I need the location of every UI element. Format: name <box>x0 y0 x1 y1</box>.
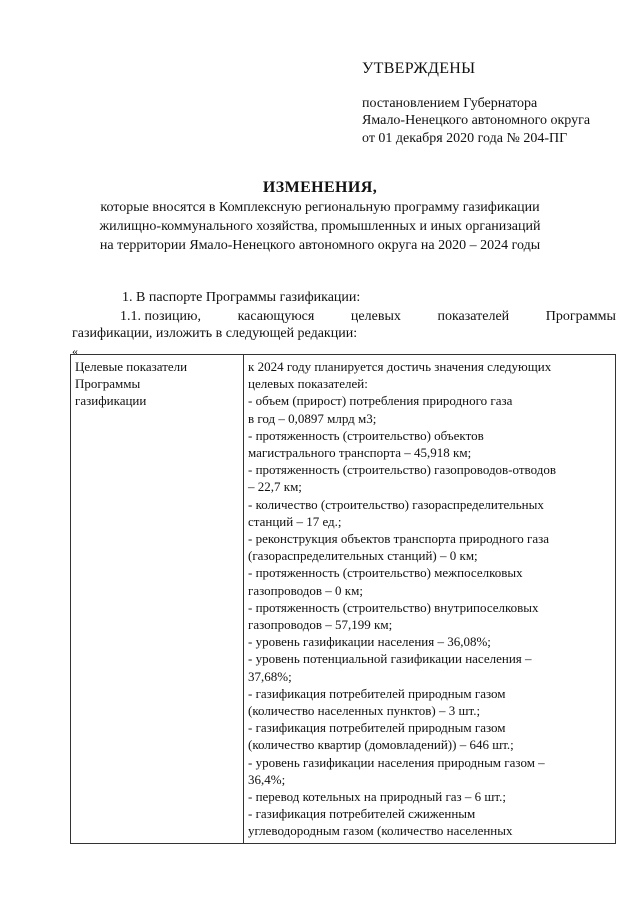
item-1-1-word: 1.1. позицию, <box>120 309 201 324</box>
item-1-1-word: касающуюся <box>237 309 315 324</box>
content-line: - уровень потенциальной газификации населения – <box>248 651 532 667</box>
opening-quote: « <box>72 344 78 358</box>
decree-line-2: Ямало-Ненецкого автономного округа <box>362 113 591 128</box>
content-line: (количество квартир (домовладений)) – 646 шт.; <box>248 737 514 753</box>
item-1-1-continuation: газификации, изложить в следующей редакции: <box>72 326 358 341</box>
content-line: газопроводов – 0 км; <box>248 582 363 598</box>
item-1: 1. В паспорте Программы газификации: <box>122 290 361 305</box>
content-line: - объем (прирост) потребления природного газа <box>248 393 513 409</box>
content-line: - количество (строительство) газораспределительных <box>248 496 544 512</box>
content-line: к 2024 году планируется достичь значения следующих <box>248 359 552 374</box>
content-cell <box>244 355 616 844</box>
content-line: магистрального транспорта – 45,918 км; <box>248 445 472 461</box>
label-cell <box>71 355 244 844</box>
content-line: (газораспределительных станций) – 0 км; <box>248 548 478 564</box>
content-line: - газификация потребителей сжиженным <box>248 806 476 822</box>
item-1-1-word: Программы <box>545 309 616 324</box>
content-line: 36,4%; <box>248 771 286 787</box>
decree-line-1: постановлением Губернатора <box>362 96 538 111</box>
passport-table <box>70 354 616 844</box>
subtitle-line-1: которые вносятся в Комплексную региональную программу газификации <box>100 200 540 215</box>
content-line: 37,68%; <box>248 668 292 684</box>
item-1-1 <box>120 309 616 325</box>
content-line: - реконструкция объектов транспорта природного газа <box>248 531 550 547</box>
content-line: - протяженность (строительство) газопроводов-отводов <box>248 462 556 478</box>
content-line: в год – 0,0897 млрд м3; <box>248 410 377 426</box>
content-line: - протяженность (строительство) объектов <box>248 427 484 443</box>
content-line: – 22,7 км; <box>248 479 302 495</box>
item-1-1-word: целевых <box>350 309 401 324</box>
content-line: целевых показателей: <box>248 376 368 392</box>
content-line: - газификация потребителей природным газом <box>248 720 506 736</box>
item-1-1-word: показателей <box>437 309 510 324</box>
content-line: - уровень газификации населения природным газом – <box>248 754 545 770</box>
decree-line-3: от 01 декабря 2020 года № 204-ПГ <box>362 131 568 146</box>
content-line: - протяженность (строительство) межпоселковых <box>248 565 523 581</box>
label-line: Целевые показатели <box>75 359 188 374</box>
subtitle-line-3: на территории Ямало-Ненецкого автономного округа на 2020 – 2024 годы <box>99 238 541 253</box>
subtitle-line-2: жилищно-коммунального хозяйства, промышленных и иных организаций <box>99 219 541 234</box>
content-line: газопроводов – 57,199 км; <box>248 617 393 633</box>
content-line: (количество населенных пунктов) – 3 шт.; <box>248 703 481 719</box>
table-row <box>71 355 616 844</box>
document-heading: ИЗМЕНЕНИЯ, <box>262 179 378 196</box>
content-line: - перевод котельных на природный газ – 6 шт.; <box>248 789 507 805</box>
content-line: - уровень газификации населения – 36,08%; <box>248 634 491 650</box>
approved-stamp: УТВЕРЖДЕНЫ <box>362 60 476 77</box>
content-line: - протяженность (строительство) внутрипоселковых <box>248 599 539 615</box>
content-line: - газификация потребителей природным газом <box>248 685 506 701</box>
content-line: углеводородным газом (количество населенных <box>248 823 513 839</box>
label-line: Программы <box>75 376 141 392</box>
label-line: газификации <box>75 393 147 409</box>
content-line: станций – 17 ед.; <box>248 513 342 529</box>
